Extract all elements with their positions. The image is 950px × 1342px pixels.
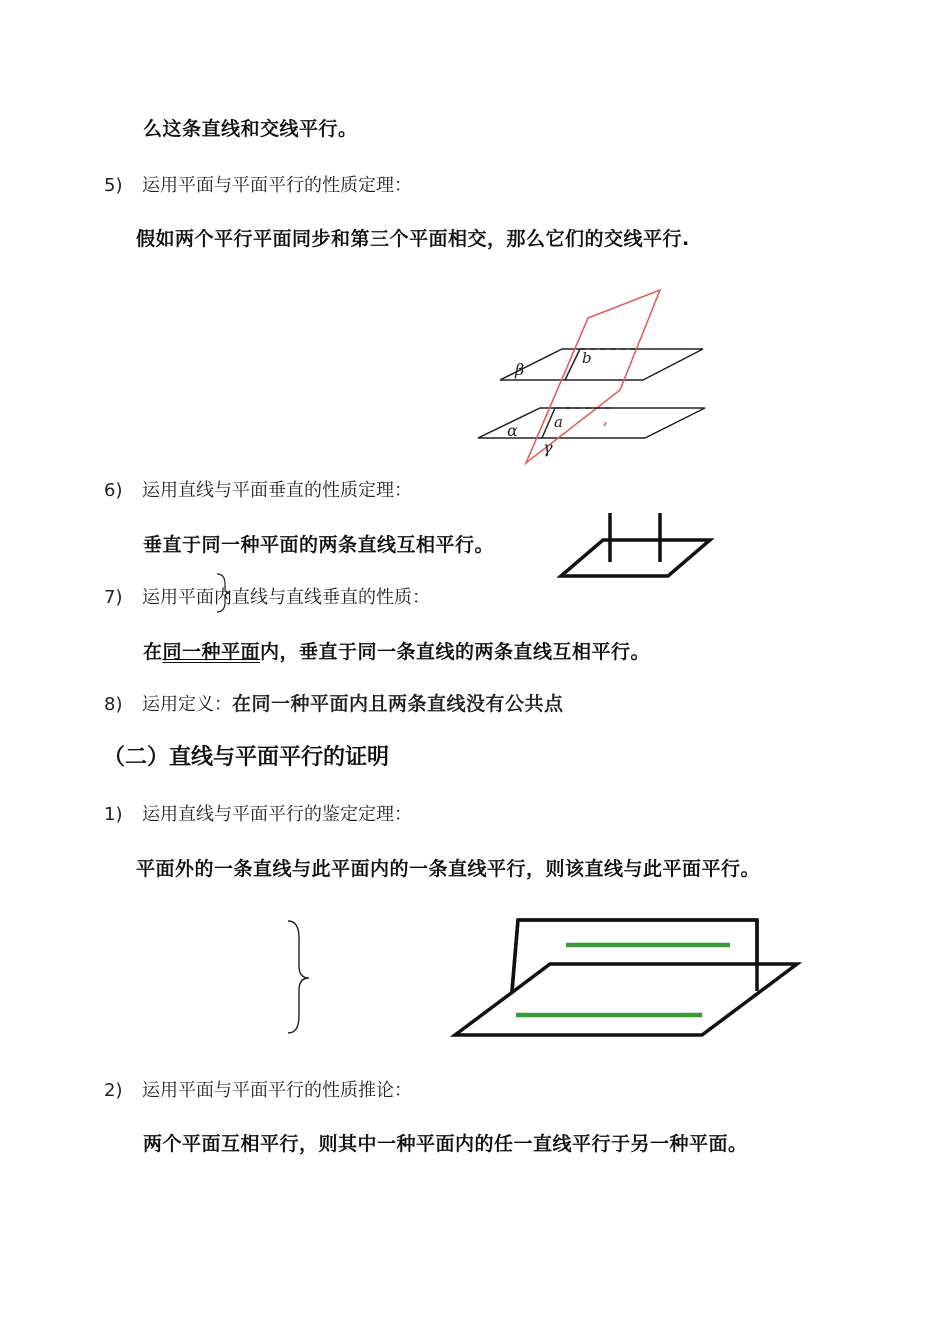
list-item-5 <box>104 177 412 195</box>
list-number: 5) <box>104 175 123 196</box>
label-a: a <box>554 413 563 431</box>
list-number: 2) <box>104 1080 123 1101</box>
list-item-7 <box>104 589 430 607</box>
theorem-text-5: 假如两个平行平面同步和第三个平面相交，那么它们的交线平行. <box>136 228 690 250</box>
list-text: 运用直线与平面垂直的性质定理： <box>142 480 412 501</box>
underlined-term: 同一种平面 <box>162 641 261 663</box>
text-line-continuation: 么这条直线和交线平行。 <box>143 118 358 140</box>
list-text: 运用直线与平面平行的鉴定定理： <box>142 804 412 825</box>
label-b: b <box>582 349 592 367</box>
list-text: 运用平面与平面平行的性质定理： <box>142 175 412 196</box>
figure-parallel-planes-intersection <box>470 285 710 470</box>
list-item-6 <box>104 482 412 500</box>
list-item-s1 <box>104 806 412 824</box>
theorem-text-7: 在同一种平面内，垂直于同一条直线的两条直线互相平行。 <box>143 641 651 663</box>
section-heading: （二）直线与平面平行的证明 <box>103 745 390 770</box>
list-item-s2 <box>104 1082 412 1100</box>
list-number: 6) <box>104 480 123 501</box>
label-gamma: γ <box>543 438 553 457</box>
list-number: 1) <box>104 804 123 825</box>
list-text: 运用定义： <box>142 694 232 715</box>
brace-mark <box>213 572 233 614</box>
list-number: 7) <box>104 587 123 608</box>
figure-line-plane-parallel <box>450 915 802 1040</box>
list-text: 运用平面内直线与直线垂直的性质： <box>142 587 430 608</box>
theorem-text-s1: 平面外的一条直线与此平面内的一条直线平行，则该直线与此平面平行。 <box>136 858 761 880</box>
figure-perpendicular-lines <box>555 510 720 582</box>
label-beta: β <box>515 360 525 379</box>
list-text-bold: 在同一种平面内且两条直线没有公共点 <box>232 693 564 715</box>
list-text: 运用平面与平面平行的性质推论： <box>142 1080 412 1101</box>
theorem-text-s2: 两个平面互相平行，则其中一种平面内的任一直线平行于另一种平面。 <box>143 1133 748 1155</box>
large-brace <box>285 918 315 1038</box>
label-alpha: α <box>507 421 518 440</box>
theorem-text-6: 垂直于同一种平面的两条直线互相平行。 <box>143 534 495 556</box>
list-item-8 <box>104 695 564 714</box>
list-number: 8) <box>104 694 123 715</box>
